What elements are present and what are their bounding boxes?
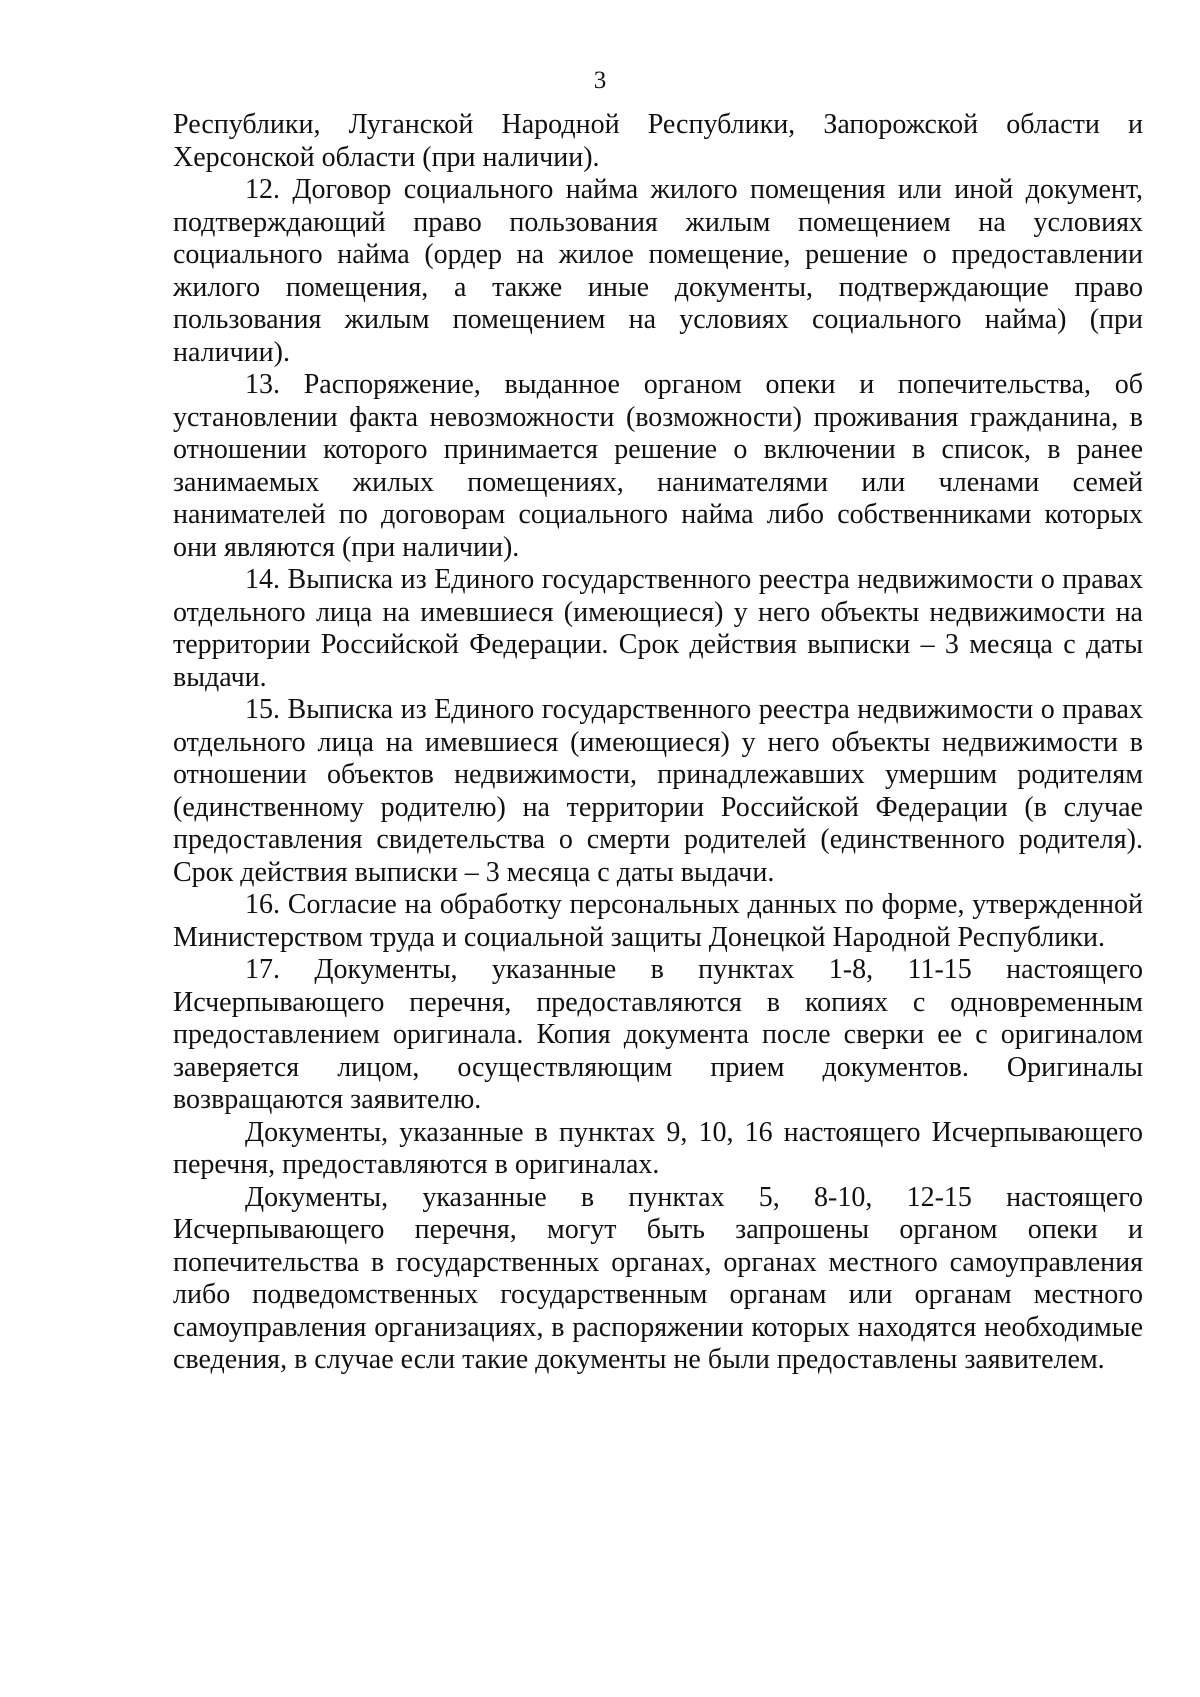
paragraph-item-13: 13. Распоряжение, выданное органом опеки и попечительства, об установлении факта невозможности (возможности) проживания гражданина, в отношении которого принимается решение о включении в список, в ранее занимаемых жилых помещениях, нанимателями или членами семей нанимателей по договорам социального найма либо собственниками которых они являются (при наличии). [173, 369, 1143, 563]
paragraph-request-note: Документы, указанные в пунктах 5, 8-10, 12-15 настоящего Исчерпывающего перечня, могут быть запрошены органом опеки и попечительства в государственных органах, органах местного самоуправления либо подведомственных государственным органам или органам местного самоуправления организациях, в распоряжении которых находятся необходимые сведения, в случае если такие документы не были предоставлены заявителем. [173, 1181, 1143, 1375]
document-body [173, 109, 1143, 1377]
paragraph-item-15: 15. Выписка из Единого государственного реестра недвижимости о правах отдельного лица на имевшиеся (имеющиеся) у него объекты недвижимости в отношении объектов недвижимости, принадлежавших умершим родителям (единственному родителю) на территории Российской Федерации (в случае предоставления свидетельства о смерти родителей (единственного родителя). Срок действия выписки – 3 месяца с даты выдачи. [173, 694, 1143, 888]
paragraph-item-16: 16. Согласие на обработку персональных данных по форме, утвержденной Министерством труда и социальной защиты Донецкой Народной Республики. [173, 889, 1143, 953]
paragraph-item-14: 14. Выписка из Единого государственного реестра недвижимости о правах отдельного лица на имевшиеся (имеющиеся) у него объекты недвижимости на территории Российской Федерации. Срок действия выписки – 3 месяца с даты выдачи. [173, 564, 1143, 693]
paragraph-originals-note: Документы, указанные в пунктах 9, 10, 16 настоящего Исчерпывающего перечня, предоставляются в оригиналах. [173, 1116, 1143, 1180]
paragraph-item-17: 17. Документы, указанные в пунктах 1-8, 11-15 настоящего Исчерпывающего перечня, предоставляются в копиях с одновременным предоставлением оригинала. Копия документа после сверки ее с оригиналом заверяется лицом, осуществляющим прием документов. Оригиналы возвращаются заявителю. [173, 954, 1143, 1115]
paragraph-item-12: 12. Договор социального найма жилого помещения или иной документ, подтверждающий право пользования жилым помещением на условиях социального найма (ордер на жилое помещение, решение о предоставлении жилого помещения, а также иные документы, подтверждающие право пользования жилым помещением на условиях социального найма) (при наличии). [173, 174, 1143, 368]
page-number: 3 [593, 67, 607, 94]
paragraph-continuation: Республики, Луганской Народной Республики, Запорожской области и Херсонской области (при наличии). [173, 109, 1143, 173]
